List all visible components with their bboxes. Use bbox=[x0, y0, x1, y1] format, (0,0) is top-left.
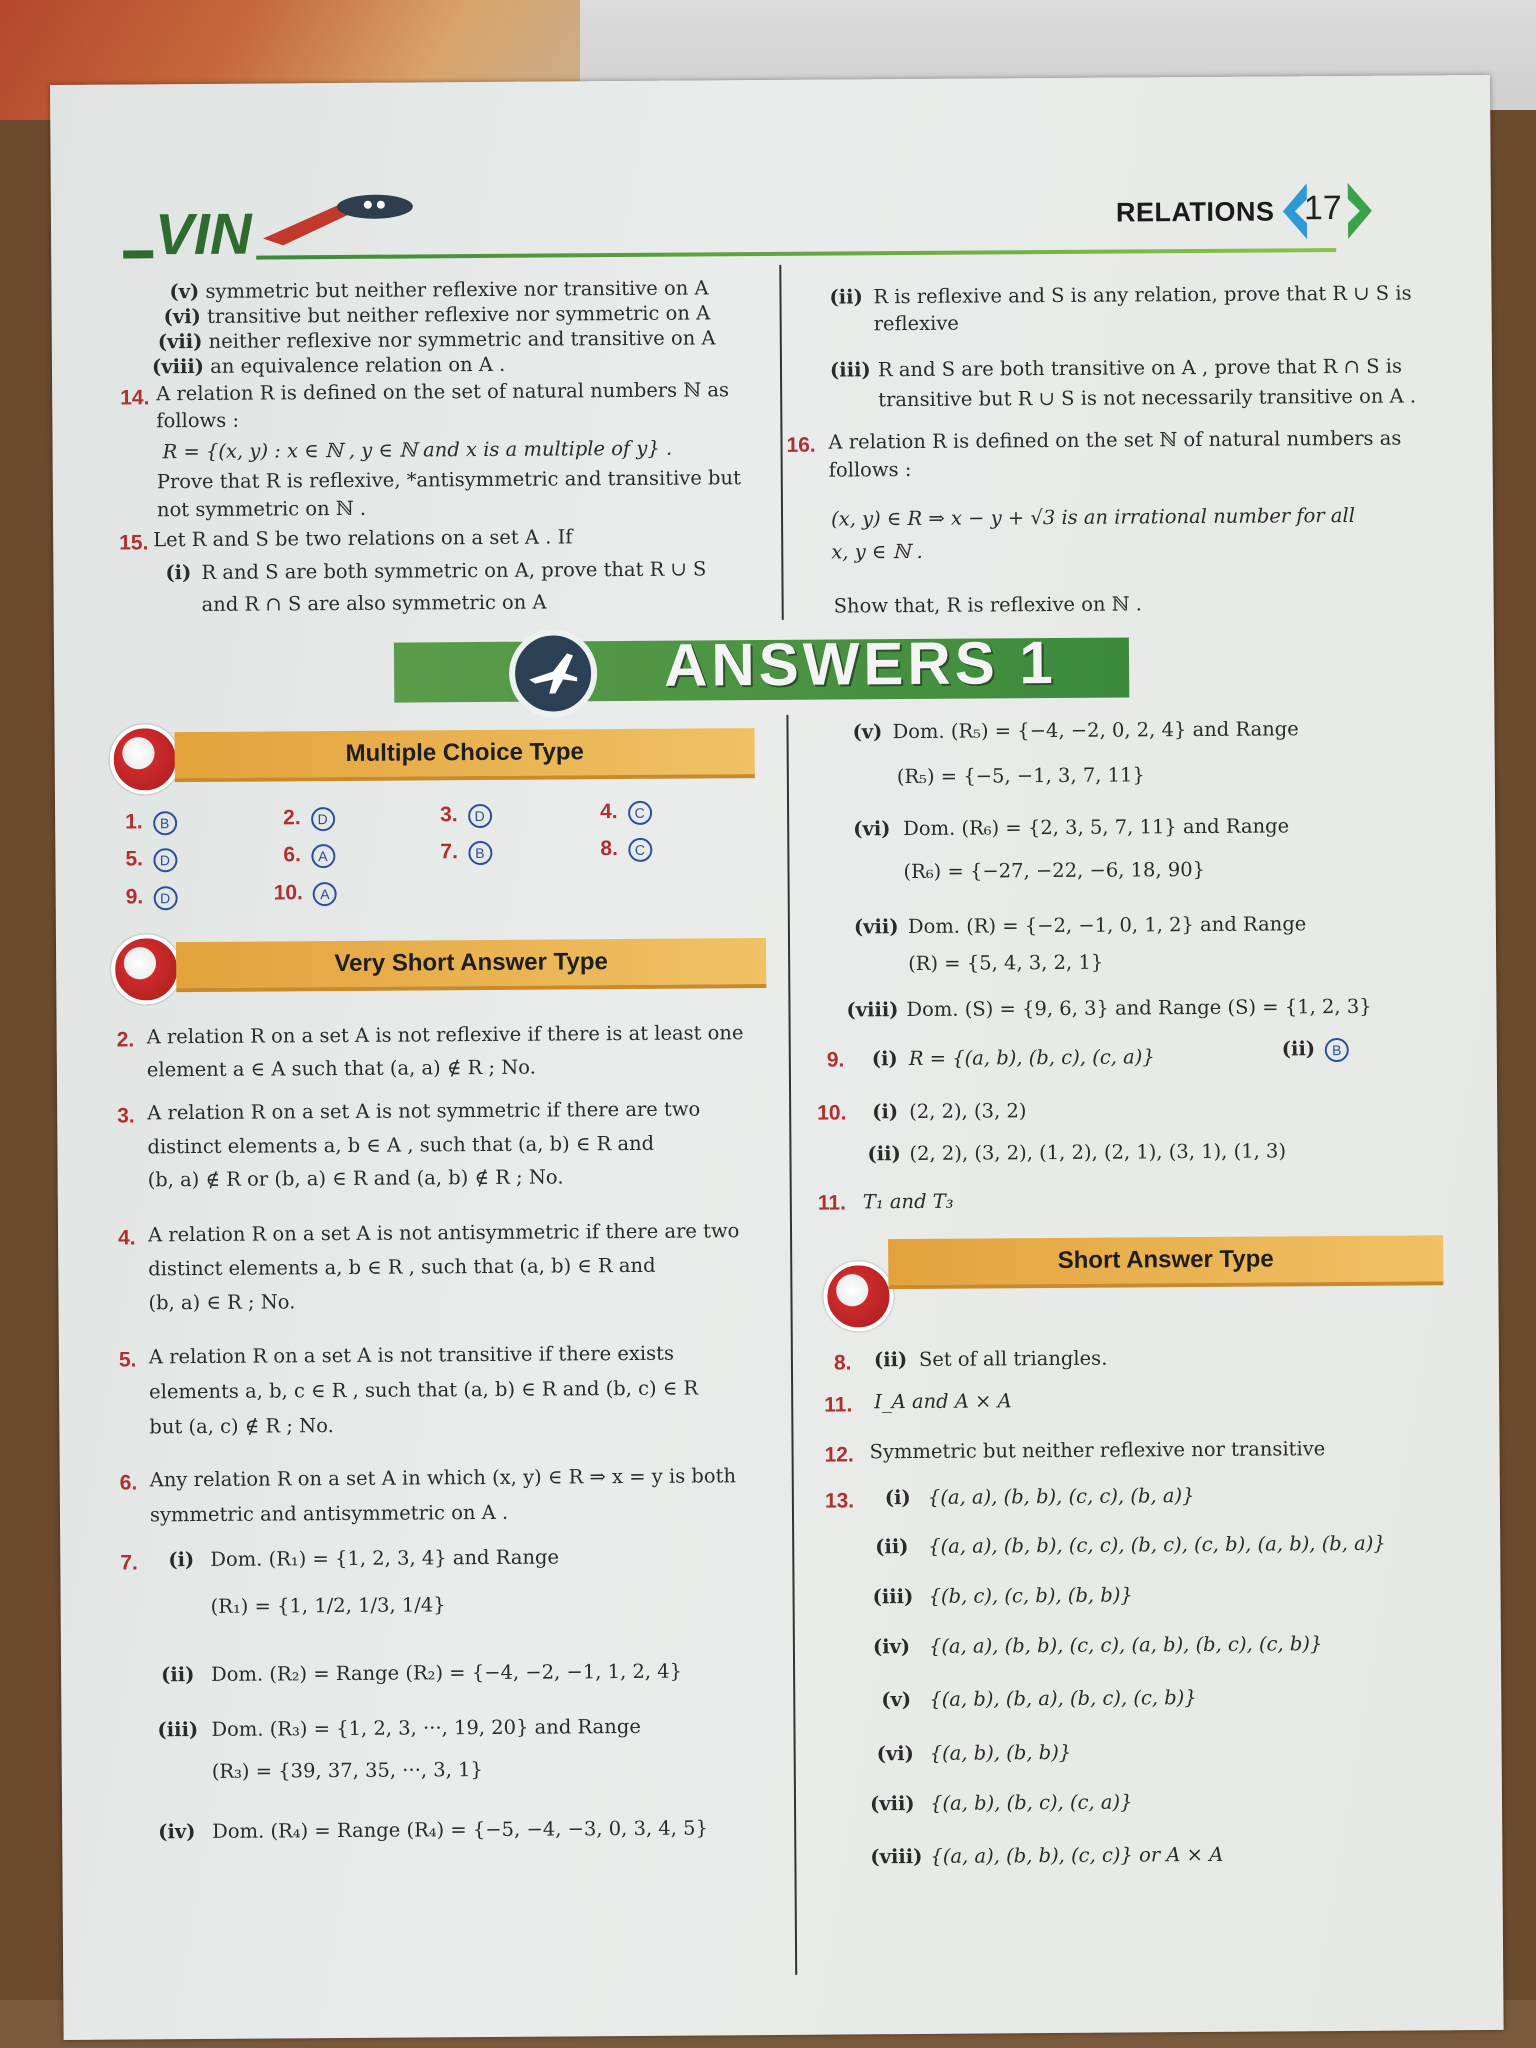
q15-ii-label: (ii) bbox=[829, 285, 863, 309]
sa8-label: (ii) bbox=[873, 1348, 908, 1372]
q15-ii-line-2: reflexive bbox=[873, 311, 959, 336]
vsa-6-line-1: Any relation R on a set A in which (x, y) ∈ R ⇒ x = y is both bbox=[149, 1464, 737, 1492]
sa13-viii-text: {(a, a), (b, b), (c, c)} or A × A bbox=[930, 1842, 1224, 1868]
ans9-i-text: R = {(a, b), (b, c), (c, a)} bbox=[908, 1045, 1155, 1071]
chart-trend-icon bbox=[111, 934, 181, 1004]
vsa-5-line-3: but (a, c) ∉ R ; No. bbox=[149, 1414, 334, 1439]
q14-number: 14. bbox=[120, 386, 150, 410]
ans10-ii-label: (ii) bbox=[867, 1142, 901, 1166]
q15-line: Let R and S be two relations on a set A . If bbox=[153, 525, 573, 552]
sa13-vii-text: {(a, b), (b, c), (c, a)} bbox=[929, 1790, 1133, 1815]
chevron-right-icon bbox=[1346, 181, 1376, 241]
sa13-v-text: {(a, b), (b, a), (b, c), (c, b)} bbox=[929, 1686, 1197, 1711]
vsa-2-number: 2. bbox=[116, 1028, 135, 1052]
ex-item-vi: (vi) transitive but neither reflexive nor symmetric on A bbox=[163, 301, 711, 329]
q16-line-1: A relation R is defined on the set ℕ of natural numbers as bbox=[828, 426, 1402, 454]
q16-formula: (x, y) ∈ R ⇒ x − y + √3 is an irrational number for all bbox=[830, 503, 1356, 531]
sa13-vi-text: {(a, b), (b, b)} bbox=[929, 1740, 1072, 1765]
q14-line-5: not symmetric on ℕ . bbox=[156, 496, 367, 522]
vsa-4-line-2: distinct elements a, b ∈ R , such that (a, b) ∈ R and bbox=[148, 1253, 656, 1281]
vsa-3-line-3: (b, a) ∉ R or (b, a) ∈ R and (a, b) ∉ R ; No. bbox=[147, 1165, 564, 1192]
book-page bbox=[50, 75, 1504, 2040]
ans10-i-label: (i) bbox=[872, 1100, 899, 1124]
answers-title: ANSWERS 1 bbox=[663, 628, 1058, 699]
sa12-number: 12. bbox=[824, 1443, 854, 1467]
vsa-3-line-1: A relation R on a set A is not symmetric if there are two bbox=[147, 1097, 701, 1125]
q16-show: Show that, R is reflexive on ℕ . bbox=[833, 592, 1142, 618]
ans7-vi-line-1: Dom. (R₆) = {2, 3, 5, 7, 11} and Range bbox=[903, 814, 1290, 841]
ex-item-viii: (viii) an equivalence relation on A . bbox=[151, 352, 506, 379]
sa8-number: 8. bbox=[833, 1351, 852, 1375]
airplane-icon bbox=[509, 629, 598, 718]
ans7-viii-label: (viii) bbox=[846, 998, 899, 1022]
page-number: 17 bbox=[1303, 188, 1342, 228]
q15-i-line-2: and R ∩ S are also symmetric on A bbox=[201, 590, 547, 616]
mcq-answer-1: 1. B bbox=[125, 809, 177, 835]
ans7-viii-line: Dom. (S) = {9, 6, 3} and Range (S) = {1, 2, 3} bbox=[906, 994, 1372, 1022]
q16-formula-2: x, y ∈ ℕ . bbox=[831, 539, 923, 564]
sa12-text: Symmetric but neither reflexive nor transitive bbox=[869, 1437, 1326, 1464]
vsa-7-i-label: (i) bbox=[168, 1548, 195, 1572]
vsa-7-iii-line-1: Dom. (R₃) = {1, 2, 3, ···, 19, 20} and Range bbox=[211, 1714, 641, 1741]
ans10-i-text: (2, 2), (3, 2) bbox=[909, 1099, 1027, 1124]
vsa-7-iv-line: Dom. (R₄) = Range (R₄) = {−5, −4, −3, 0, 3, 4, 5} bbox=[212, 1816, 709, 1843]
ans9-ii-answer: B bbox=[1325, 1036, 1349, 1062]
sa13-i-label: (i) bbox=[884, 1486, 911, 1510]
sa13-iv-text: {(a, a), (b, b), (c, c), (a, b), (b, c), (c, b)} bbox=[928, 1632, 1323, 1658]
vsa-4-line-3: (b, a) ∈ R ; No. bbox=[148, 1290, 296, 1315]
mcq-answer-9: 9. D bbox=[126, 884, 178, 910]
q15-iii-line-2: transitive but R ∪ S is not necessarily transitive on A . bbox=[878, 384, 1417, 412]
ans7-v-line-2: (R₅) = {−5, −1, 3, 7, 11} bbox=[896, 763, 1145, 789]
vsa-2-line-2: element a ∈ A such that (a, a) ∉ R ; No. bbox=[146, 1055, 536, 1082]
mcq-answer-5: 5. D bbox=[125, 846, 177, 872]
vsa-section-title: Very Short Answer Type bbox=[176, 938, 766, 992]
sa8-text: Set of all triangles. bbox=[918, 1346, 1108, 1371]
vsa-7-iv-label: (iv) bbox=[158, 1820, 196, 1844]
ans9-ii-label: (ii) bbox=[1281, 1037, 1316, 1061]
q14-line-3: R = {(x, y) : x ∈ ℕ , y ∈ ℕ and x is a multiple of y} . bbox=[162, 436, 673, 464]
mcq-answer-8: 8. C bbox=[600, 836, 652, 862]
mcq-answer-7: 7. B bbox=[440, 839, 492, 865]
chapter-title: RELATIONS bbox=[1115, 196, 1275, 228]
ans9-number: 9. bbox=[826, 1048, 845, 1072]
vsa-7-i-line-1: Dom. (R₁) = {1, 2, 3, 4} and Range bbox=[210, 1545, 560, 1571]
q14-line-2: follows : bbox=[156, 408, 240, 433]
mcq-answer-6: 6. A bbox=[283, 842, 335, 868]
sa13-ii-text: {(a, a), (b, b), (c, c), (b, c), (c, b), (a, b), (b, a)} bbox=[928, 1531, 1386, 1558]
ans10-number: 10. bbox=[817, 1101, 847, 1125]
ans10-ii-text: (2, 2), (3, 2), (1, 2), (2, 1), (3, 1), (1, 3) bbox=[909, 1139, 1287, 1166]
vsa-5-line-2: elements a, b, c ∈ R , such that (a, b) ∈ R and (b, c) ∈ R bbox=[149, 1376, 699, 1404]
sa13-number: 13. bbox=[824, 1489, 855, 1513]
vsa-7-i-line-2: (R₁) = {1, 1/2, 1/3, 1/4} bbox=[210, 1593, 446, 1618]
mcq-section-title: Multiple Choice Type bbox=[175, 728, 755, 782]
rocket-logo-icon bbox=[113, 182, 454, 264]
q16-line-2: follows : bbox=[828, 457, 912, 482]
ex-item-vii: (vii) neither reflexive nor symmetric and transitive on A bbox=[157, 326, 716, 354]
vsa-7-iii-label: (iii) bbox=[157, 1718, 199, 1742]
q14-line-4: Prove that R is reflexive, *antisymmetric and transitive but bbox=[156, 466, 741, 494]
ex-item-v: (v) symmetric but neither reflexive nor transitive on A bbox=[169, 276, 709, 304]
ans7-vi-label: (vi) bbox=[853, 817, 891, 841]
vsa-3-number: 3. bbox=[117, 1104, 135, 1128]
chart-trend-icon bbox=[823, 1261, 893, 1331]
sa13-vii-label: (vii) bbox=[869, 1792, 915, 1816]
svg-text:VIN: VIN bbox=[154, 201, 252, 265]
ans9-i-label: (i) bbox=[871, 1047, 898, 1071]
sa13-viii-label: (viii) bbox=[870, 1844, 923, 1869]
vsa-3-line-2: distinct elements a, b ∈ A , such that (a, b) ∈ R and bbox=[147, 1131, 655, 1159]
column-divider-top bbox=[779, 265, 783, 620]
sa13-iii-label: (iii) bbox=[872, 1585, 914, 1609]
sa11-text: I_A and A × A bbox=[874, 1389, 1012, 1414]
ans7-vi-line-2: (R₆) = {−27, −22, −6, 18, 90} bbox=[903, 857, 1206, 884]
q14-line-1: A relation R is defined on the set of natural numbers ℕ as bbox=[156, 378, 730, 406]
sat-section-title: Short Answer Type bbox=[888, 1235, 1443, 1289]
ans7-v-label: (v) bbox=[852, 720, 883, 744]
sa11-number: 11. bbox=[824, 1393, 853, 1417]
mcq-answer-4: 4. C bbox=[600, 799, 652, 825]
vsa-7-ii-label: (ii) bbox=[161, 1663, 195, 1687]
vsa-6-line-2: symmetric and antisymmetric on A . bbox=[149, 1500, 509, 1527]
ans7-vii-label: (vii) bbox=[853, 915, 899, 939]
ans11-text: T₁ and T₃ bbox=[862, 1189, 954, 1214]
q15-i-label: (i) bbox=[165, 561, 192, 585]
sa13-v-label: (v) bbox=[881, 1688, 912, 1712]
q16-number: 16. bbox=[786, 433, 816, 457]
airplane-icon-glyph bbox=[515, 635, 592, 712]
mcq-answer-10: 10. A bbox=[274, 880, 337, 906]
vsa-5-line-1: A relation R on a set A is not transitive if there exists bbox=[148, 1341, 675, 1369]
sa13-vi-label: (vi) bbox=[876, 1742, 914, 1766]
sa13-iv-label: (iv) bbox=[872, 1635, 911, 1659]
ans11-number: 11. bbox=[817, 1191, 846, 1215]
sa13-ii-label: (ii) bbox=[875, 1535, 909, 1559]
q15-iii-label: (iii) bbox=[829, 358, 871, 382]
vsa-6-number: 6. bbox=[119, 1471, 138, 1495]
ans7-vii-line-2: (R) = {5, 4, 3, 2, 1} bbox=[908, 950, 1104, 976]
chart-trend-icon bbox=[109, 724, 179, 794]
mcq-answer-3: 3. D bbox=[440, 802, 492, 828]
vsa-4-number: 4. bbox=[117, 1226, 136, 1250]
ans7-v-line-1: Dom. (R₅) = {−4, −2, 0, 2, 4} and Range bbox=[892, 717, 1299, 744]
q15-i-line-1: R and S are both symmetric on A, prove that R ∪ S bbox=[201, 557, 707, 584]
q15-iii-line-1: R and S are both transitive on A , prove that R ∩ S is bbox=[877, 354, 1403, 382]
vsa-7-number: 7. bbox=[120, 1551, 138, 1575]
vsa-5-number: 5. bbox=[118, 1348, 137, 1372]
vsa-2-line-1: A relation R on a set A is not reflexive if there is at least one bbox=[146, 1021, 744, 1049]
vsa-4-line-1: A relation R on a set A is not antisymmetric if there are two bbox=[147, 1219, 740, 1247]
sa13-i-text: {(a, a), (b, b), (c, c), (b, a)} bbox=[927, 1484, 1195, 1509]
sa13-iii-text: {(b, c), (c, b), (b, b)} bbox=[928, 1583, 1133, 1608]
vsa-7-iii-line-2: (R₃) = {39, 37, 35, ···, 3, 1} bbox=[211, 1758, 483, 1783]
q15-number: 15. bbox=[119, 531, 149, 555]
mcq-answer-2: 2. D bbox=[283, 805, 335, 831]
ans7-vii-line-1: Dom. (R) = {−2, −1, 0, 1, 2} and Range bbox=[907, 912, 1307, 939]
vsa-7-ii-line: Dom. (R₂) = Range (R₂) = {−4, −2, −1, 1, 2, 4} bbox=[211, 1659, 683, 1686]
q15-ii-line-1: R is reflexive and S is any relation, prove that R ∪ S is bbox=[873, 281, 1412, 309]
column-divider-answers bbox=[786, 715, 797, 1975]
